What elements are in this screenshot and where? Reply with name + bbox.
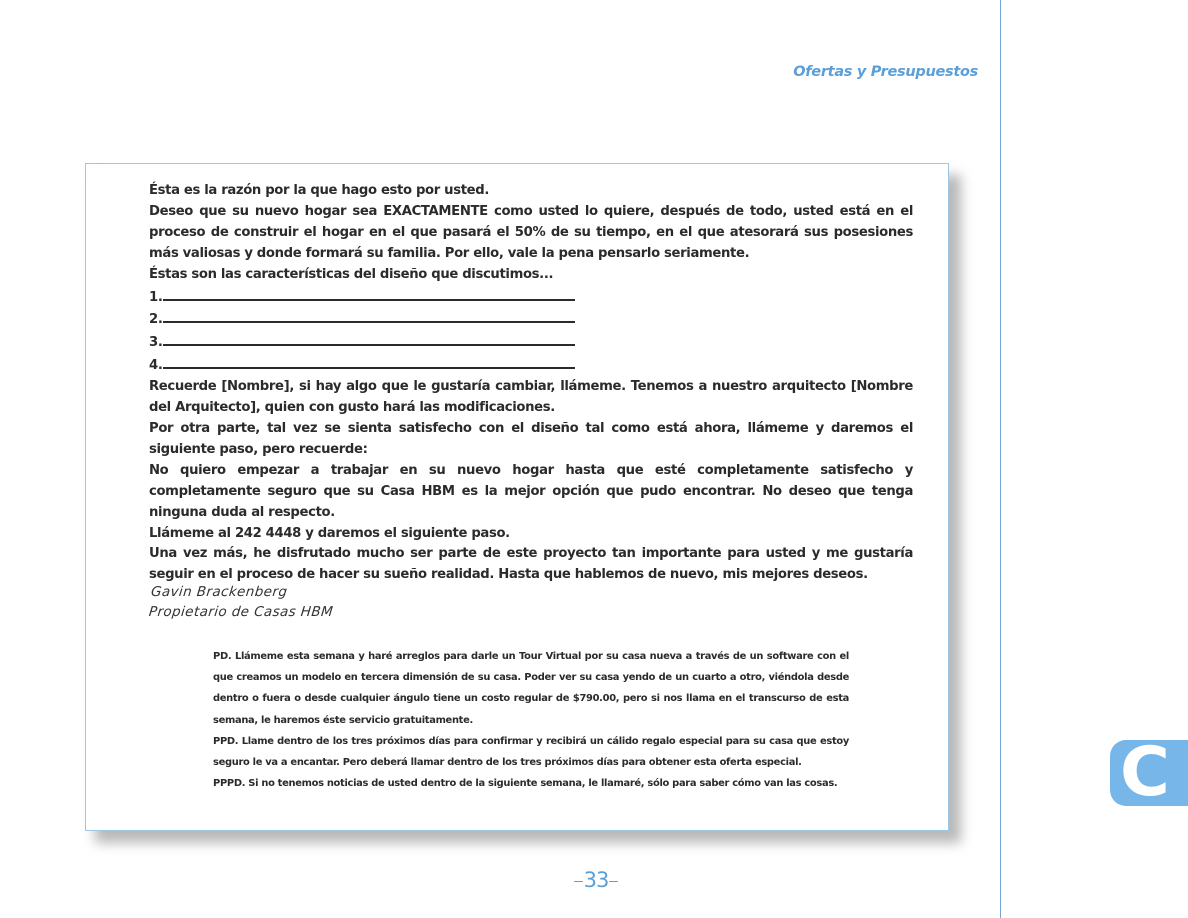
blank-rule — [163, 354, 575, 369]
page-number — [566, 868, 626, 892]
page-margin-line — [1000, 0, 1001, 918]
letter-paragraph: Éstas son las características del diseño que discutimos... — [149, 266, 554, 282]
section-title: Ofertas y Presupuestos — [793, 64, 978, 80]
blank-rule — [163, 286, 575, 301]
letter-paragraph: Ésta es la razón por la que hago esto por usted. — [149, 183, 489, 198]
blank-item-number: 1. — [149, 289, 163, 305]
letter-paragraph: Una vez más, he disfrutado mucho ser parte de este proyecto tan importante para usted y me gustaría seguir en el proceso de hacer su sueño realidad. Hasta que hablemos de nuevo, mis mejores deseos. — [149, 546, 913, 583]
design-feature-blank-1 — [149, 286, 913, 309]
blank-rule — [163, 308, 575, 323]
postscript: PD. Llámeme esta semana y haré arreglos para darle un Tour Virtual por su casa nueva a través de un software con el que creamos un modelo en tercera dimensión de su casa. Poder ver su casa yendo de un cuarto a otro, viéndola desde dentro o fuera o desde cualquier ángulo tiene un costo regular de $790.00, pero si nos llama en el transcurso de esta semana, le haremos éste servicio gratuitamente. — [213, 651, 849, 726]
signature-title: Propietario de Casas HBM — [148, 604, 334, 620]
page-number-dash-left — [574, 881, 583, 882]
blank-item-number: 2. — [149, 312, 163, 328]
letter-paragraph: Deseo que su nuevo hogar sea EXACTAMENTE como usted lo quiere, después de todo, usted está en el proceso de construir el hogar en el que pasará el 50% de su tiempo, en el que atesorará sus posesiones más valiosas y donde formará su familia. Por ello, vale la pena pensarlo seriamente. — [149, 203, 913, 261]
design-feature-blank-2 — [149, 308, 913, 331]
postscript: PPD. Llame dentro de los tres próximos días para confirmar y recibirá un cálido regalo especial para su casa que estoy seguro le va a encantar. Pero deberá llamar dentro de los tres próximos días para obtener esta oferta especial. — [213, 735, 849, 769]
chapter-tab — [1110, 733, 1188, 812]
page-number-dash-right — [609, 881, 618, 882]
signature-name: Gavin Brackenberg — [150, 584, 289, 600]
blank-item-number: 4. — [149, 358, 163, 374]
blank-rule — [163, 331, 575, 346]
letter-paragraph: Llámeme al 242 4448 y daremos el siguiente paso. — [149, 525, 510, 541]
signature-block — [148, 582, 336, 622]
letter-paragraph: Recuerde [Nombre], si hay algo que le gustaría cambiar, llámeme. Tenemos a nuestro arquitecto [Nombre del Arquitecto], quien con gusto hará las modificaciones. — [149, 379, 913, 416]
blank-item-number: 3. — [149, 335, 163, 351]
postscripts — [213, 646, 849, 794]
letter-paragraph: No quiero empezar a trabajar en su nuevo hogar hasta que esté completamente satisfecho y completamente seguro que su Casa HBM es la mejor opción que pudo encontrar. No deseo que tenga ninguna duda al respecto. — [149, 462, 913, 520]
design-feature-blank-3 — [149, 331, 913, 354]
postscript: PPPD. Si no tenemos noticias de usted dentro de la siguiente semana, le llamaré, sólo para saber cómo van las cosas. — [213, 778, 838, 790]
letter-box — [85, 163, 949, 831]
page-number-value: 33 — [583, 868, 609, 892]
chapter-letter: C — [1120, 733, 1170, 812]
letter-paragraph: Por otra parte, tal vez se sienta satisfecho con el diseño tal como está ahora, llámeme y daremos el siguiente paso, pero recuerde: — [149, 420, 913, 457]
letter-body — [149, 181, 913, 586]
design-feature-blank-4 — [149, 354, 913, 377]
